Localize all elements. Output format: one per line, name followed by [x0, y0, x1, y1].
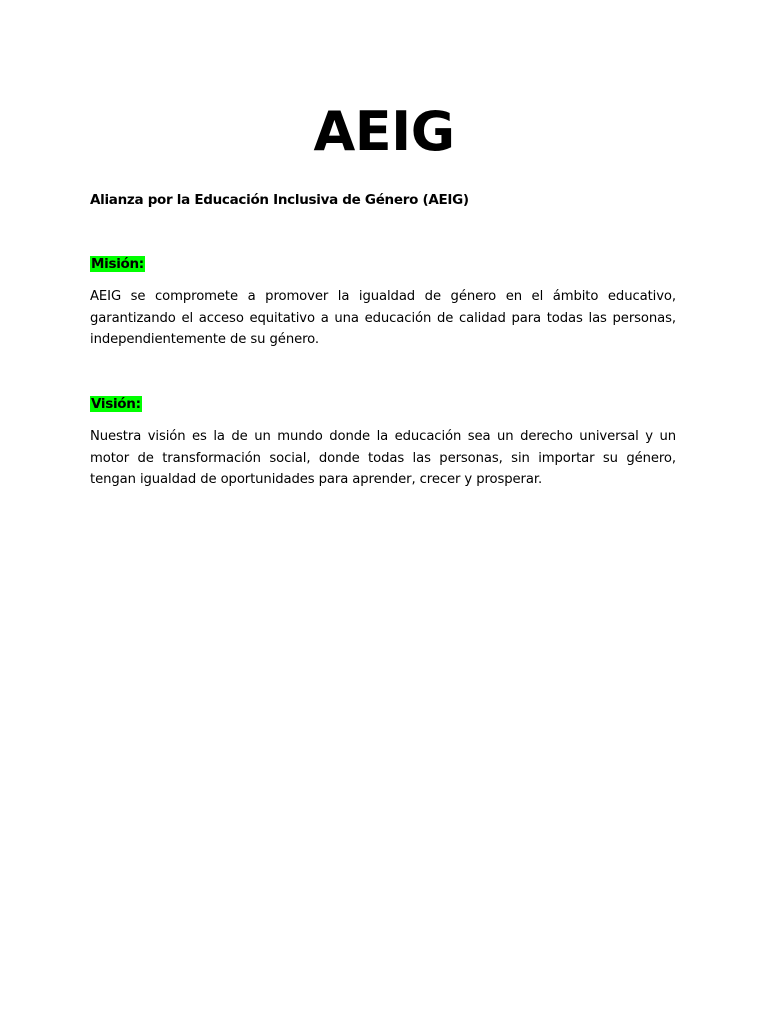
- vision-heading: [90, 394, 142, 414]
- document-subtitle: Alianza por la Educación Inclusiva de Género (AEIG): [90, 192, 469, 208]
- mision-heading-label: Misión:: [91, 256, 144, 272]
- vision-paragraph: Nuestra visión es la de un mundo donde la educación sea un derecho universal y un motor de transformación social, donde todas las personas, sin importar su género, tengan igualdad de oportunidades para aprender, crecer y prosperar.: [90, 429, 676, 488]
- document-title: AEIG: [313, 100, 455, 163]
- mision-heading: [90, 254, 145, 274]
- mision-paragraph: AEIG se compromete a promover la igualdad de género en el ámbito educativo, garantizando el acceso equitativo a una educación de calidad para todas las personas, independientemente de su género.: [90, 289, 676, 348]
- vision-heading-label: Visión:: [91, 396, 141, 412]
